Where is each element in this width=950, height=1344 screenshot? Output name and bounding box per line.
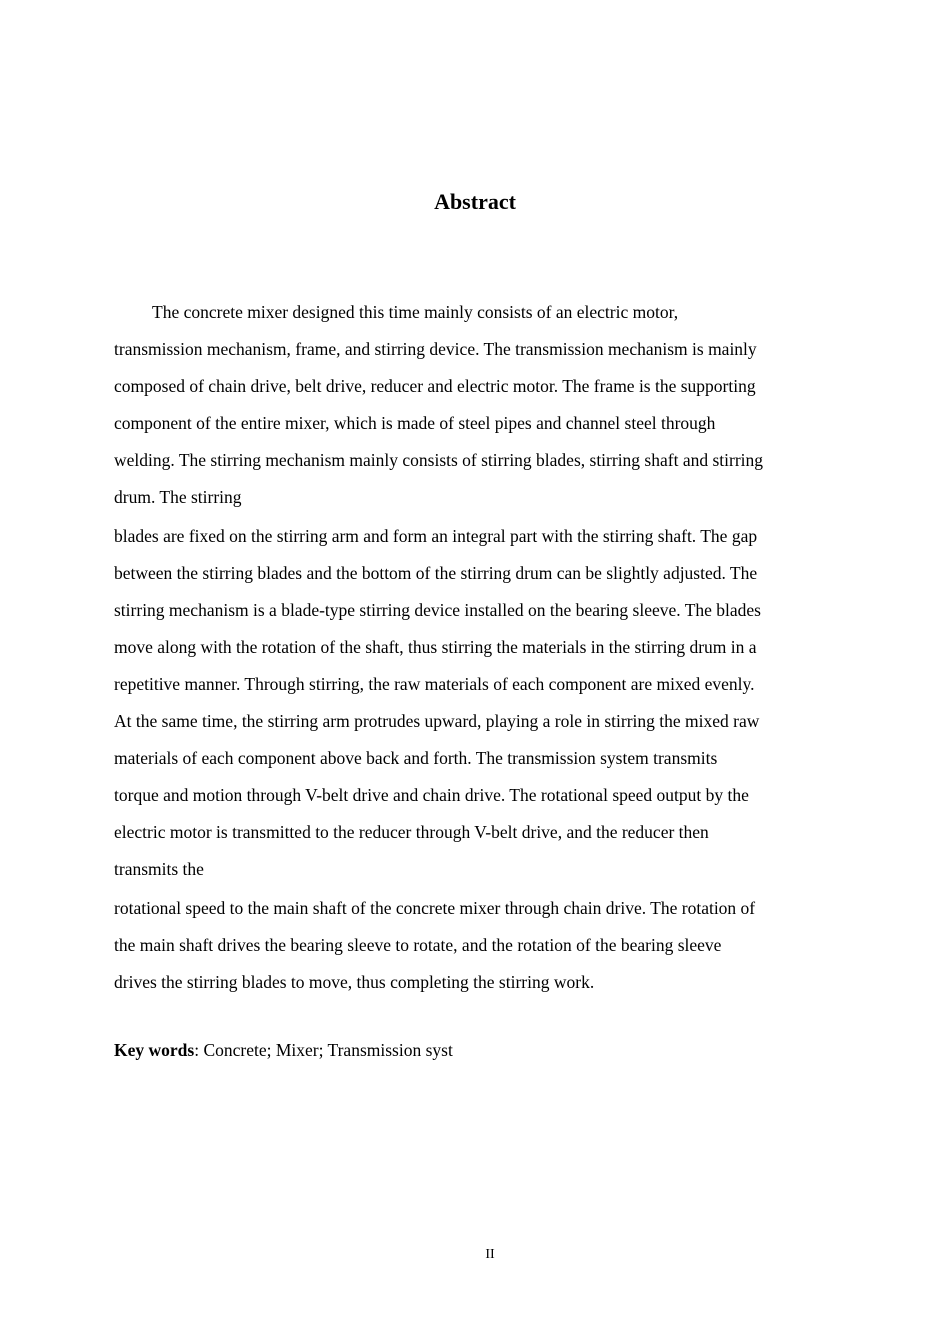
- abstract-paragraph-3: [114, 890, 836, 1001]
- text-line: materials of each component above back and forth. The transmission system transmits: [114, 748, 718, 768]
- text-line: transmission mechanism, frame, and stirring device. The transmission mechanism is mainly: [114, 339, 757, 359]
- keywords-text: : Concrete; Mixer; Transmission syst: [194, 1040, 453, 1060]
- text-line: welding. The stirring mechanism mainly consists of stirring blades, stirring shaft and stirring: [114, 450, 764, 470]
- text-line: component of the entire mixer, which is made of steel pipes and channel steel through: [114, 413, 716, 433]
- text-line: rotational speed to the main shaft of the concrete mixer through chain drive. The rotation of: [114, 898, 756, 918]
- text-line: transmits the: [114, 859, 204, 879]
- text-line: move along with the rotation of the shaft, thus stirring the materials in the stirring drum in a: [114, 637, 757, 657]
- text-line: At the same time, the stirring arm protrudes upward, playing a role in stirring the mixed raw: [114, 711, 760, 731]
- text-line: torque and motion through V-belt drive and chain drive. The rotational speed output by the: [114, 785, 749, 805]
- abstract-paragraph-1: [114, 294, 836, 516]
- text-line: The concrete mixer designed this time mainly consists of an electric motor,: [152, 302, 679, 322]
- text-line: the main shaft drives the bearing sleeve to rotate, and the rotation of the bearing sleeve: [114, 935, 722, 955]
- text-line: drum. The stirring: [114, 487, 242, 507]
- keywords-line: [114, 1032, 453, 1069]
- abstract-title: Abstract: [434, 189, 516, 214]
- text-line: composed of chain drive, belt drive, reducer and electric motor. The frame is the supporting: [114, 376, 756, 396]
- text-line: stirring mechanism is a blade-type stirring device installed on the bearing sleeve. The blades: [114, 600, 761, 620]
- abstract-paragraph-2: [114, 518, 836, 888]
- text-line: blades are fixed on the stirring arm and form an integral part with the stirring shaft. The gap: [114, 526, 758, 546]
- text-line: between the stirring blades and the bottom of the stirring drum can be slightly adjusted. The: [114, 563, 758, 583]
- text-line: repetitive manner. Through stirring, the raw materials of each component are mixed evenly.: [114, 674, 755, 694]
- keywords-label: Key words: [114, 1040, 195, 1060]
- text-line: drives the stirring blades to move, thus completing the stirring work.: [114, 972, 595, 992]
- text-line: electric motor is transmitted to the reducer through V-belt drive, and the reducer then: [114, 822, 709, 842]
- page-number: II: [485, 1247, 495, 1262]
